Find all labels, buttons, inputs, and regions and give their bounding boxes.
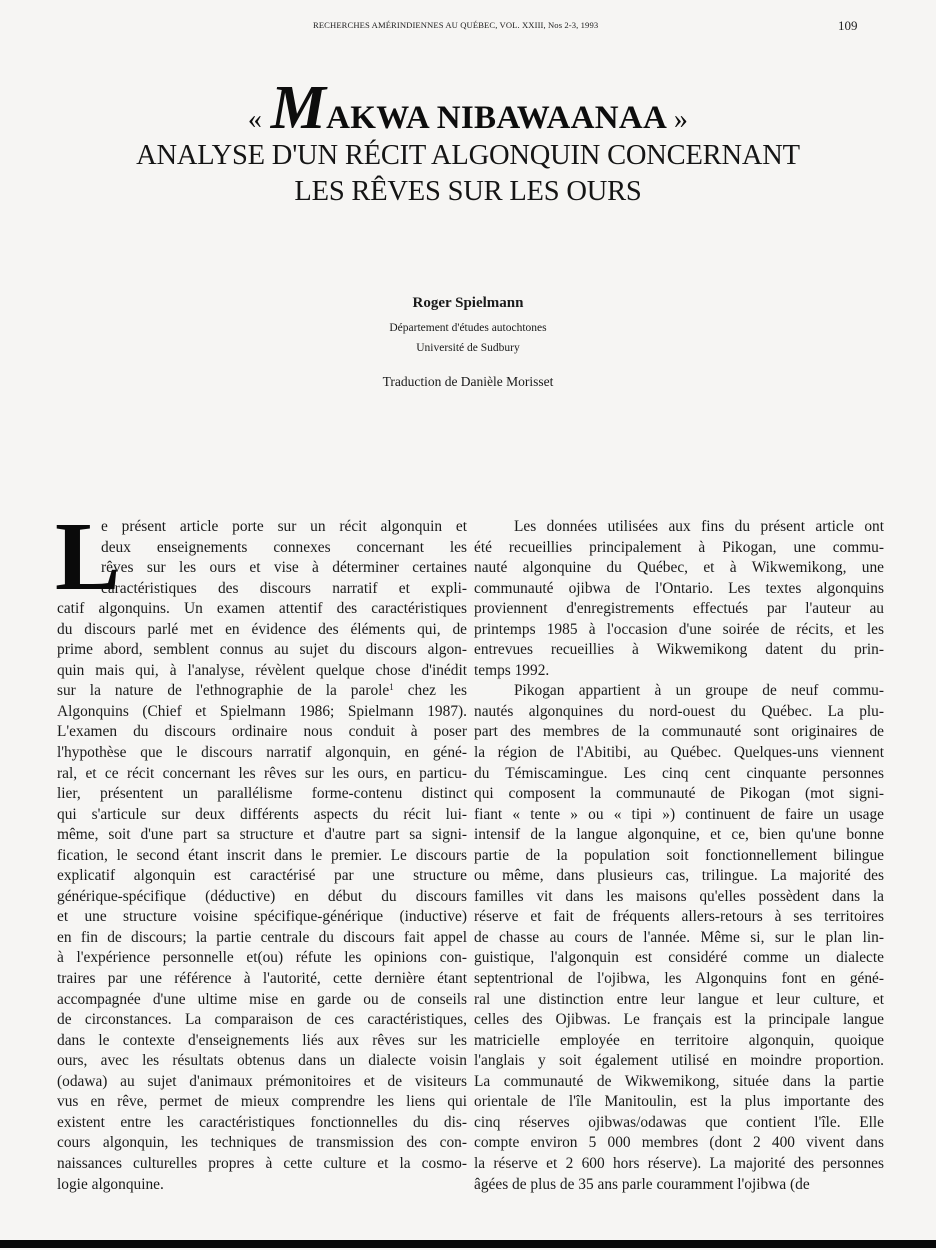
text-line: deux enseignements connexes concernant les <box>101 538 467 556</box>
text-line: celles des Ojibwas. Le français est la principale langue <box>474 1011 884 1029</box>
author-university: Université de Sudbury <box>416 342 520 354</box>
text-line: cours algonquin, les techniques de transmission des con- <box>57 1134 467 1152</box>
text-line: qui s'articule sur deux différents aspects du récit lui- <box>57 805 467 823</box>
translator-credit: Traduction de Danièle Morisset <box>382 374 554 389</box>
text-line: La communauté de Wikwemikong, située dans la partie <box>474 1072 884 1090</box>
text-line: nauté algonquine du Québec, et à Wikwemikong, une <box>474 559 884 577</box>
text-line: catif algonquins. Un examen attentif des caractéristiques <box>57 600 467 618</box>
text-line: vus en rêve, permet de mieux comprendre les liens qui <box>57 1093 467 1111</box>
text-line: la réserve et 2 600 hors réserve). La majorité des personnes <box>474 1154 884 1172</box>
title-open-quote: « <box>247 104 263 135</box>
text-line: de circonstances. La comparaison de ces caractéristiques, <box>57 1011 467 1029</box>
text-line: l'anglais y soit également utilisé en moindre proportion. <box>474 1052 884 1070</box>
author-name: Roger Spielmann <box>412 295 524 311</box>
article-title-block <box>0 74 936 210</box>
left-column <box>55 503 467 1195</box>
page-number: 109 <box>838 18 858 33</box>
text-line: ral, et ce récit concernant les rêves sur les ours, en particu- <box>57 764 467 782</box>
text-line: part des membres de la communauté sont originaires de <box>474 723 884 741</box>
text-line: temps 1992. <box>474 661 550 679</box>
text-line: la région de l'Abitibi, au Québec. Quelques-uns viennent <box>474 744 884 762</box>
running-head <box>0 18 936 34</box>
text-segment: chez les <box>393 682 467 700</box>
text-line: Algonquins (Chief et Spielmann 1986; Spielmann 1987). <box>57 702 467 720</box>
text-line: existent entre les caractéristiques fonctionnelles du dis- <box>57 1113 467 1131</box>
text-line: quin mais qui, à l'analyse, révèlent quelque chose d'inédit <box>57 661 467 679</box>
title-rest: AKWA NIBAWAANAA <box>326 100 666 136</box>
text-line: du discours parlé met en évidence des éléments qui, de <box>57 620 467 638</box>
title-initial: M <box>270 74 327 142</box>
text-line: communauté ojibwa de l'Ontario. Les textes algonquins <box>474 579 884 597</box>
text-line: explicatif algonquin est caractérisé par une structure <box>57 867 467 885</box>
text-line: du Témiscamingue. Les cinq cent cinquante personnes <box>474 764 884 782</box>
text-line: nautés algonquines du nord-ouest du Québec. La plu- <box>474 702 884 720</box>
text-line: naissances culturelles propres à cette culture et la cosmo- <box>57 1154 467 1172</box>
drop-cap: L <box>55 503 121 611</box>
footnote-marker[interactable]: 1 <box>389 682 394 693</box>
text-line: printemps 1985 à l'occasion d'une soirée de récits, et les <box>474 620 884 638</box>
text-line: de chasse au cours de l'année. Même si, sur le plan lin- <box>474 928 884 946</box>
text-line: à l'expérience personnelle et(ou) réfute les opinions con- <box>57 949 467 967</box>
text-line: familles vit dans les maisons qu'elles possèdent dans la <box>474 887 884 905</box>
text-line: qui composent la communauté de Pikogan (mot signi- <box>474 785 884 803</box>
text-line: lier, présentent un parallélisme forme-contenu distinct <box>57 785 467 803</box>
text-line: accompagnée d'une ultime mise en garde ou de conseils <box>57 990 467 1008</box>
text-line: (odawa) au sujet d'animaux prémonitoires et de visiteurs <box>57 1072 467 1090</box>
text-line: Pikogan appartient à un groupe de neuf commu- <box>514 682 884 700</box>
text-line: cinq réserves ojibwas/odawas que contient l'île. Elle <box>474 1113 884 1131</box>
text-line: été recueillies principalement à Pikogan, une commu- <box>474 538 884 556</box>
text-line: orientale de l'île Manitoulin, est la plus importante des <box>474 1093 884 1111</box>
text-line: fication, le second étant inscrit dans le premier. Le discours <box>57 846 467 864</box>
title-close-quote: » <box>673 104 689 135</box>
text-line: ou même, dans plusieurs cas, trilingue. La majorité des <box>474 867 884 885</box>
text-line: fiant « tente » ou « tipi ») continuent de faire un usage <box>474 805 884 823</box>
text-line: matricielle employée en territoire algonquin, quoique <box>474 1031 884 1049</box>
text-line: L'examen du discours ordinaire nous conduit à poser <box>57 723 467 741</box>
text-line: rêves sur les ours et vise à déterminer certaines <box>101 559 467 577</box>
text-line: âgées de plus de 35 ans parle couramment l'ojibwa (de <box>474 1175 810 1193</box>
subtitle-line-1: ANALYSE D'UN RÉCIT ALGONQUIN CONCERNANT <box>136 140 800 171</box>
text-line: prime abord, semblent connus au sujet du discours algon- <box>57 641 467 659</box>
text-line: dans le contexte d'enseignements liés aux rêves sur les <box>57 1031 467 1049</box>
text-line: compte environ 5 000 membres (dont 2 400 vivent dans <box>474 1134 884 1152</box>
text-line: entrevues recueillies à Wikwemikong datent du prin- <box>474 641 884 659</box>
text-line: guistique, l'algonquin est considéré comme un dialecte <box>474 949 884 967</box>
text-line: générique-spécifique (déductive) en début du discours <box>57 887 467 905</box>
text-line: septentrional de l'ojibwa, les Algonquins font en géné- <box>474 970 884 988</box>
text-line: en fin de discours; la partie centrale du discours fait appel <box>57 928 467 946</box>
text-line: ral une distinction entre leur langue et leur culture, et <box>474 990 884 1008</box>
text-line: partie de la population soit fonctionnellement bilingue <box>474 846 884 864</box>
journal-citation: RECHERCHES AMÉRINDIENNES AU QUÉBEC, VOL. XXIII, Nos 2-3, 1993 <box>313 20 599 30</box>
author-department: Département d'études autochtones <box>389 322 547 334</box>
text-line: logie algonquine. <box>57 1175 164 1193</box>
text-line: Les données utilisées aux fins du présent article ont <box>514 518 884 535</box>
right-column <box>474 517 884 1195</box>
text-line: même, soit d'une part sa structure et d'autre part sa signi- <box>57 826 467 844</box>
text-line: l'hypothèse que le discours narratif algonquin, en géné- <box>57 744 467 762</box>
scan-edge-bar <box>0 1240 936 1248</box>
text-line: proviennent d'enregistrements effectués par l'auteur au <box>474 600 884 618</box>
subtitle-line-2: LES RÊVES SUR LES OURS <box>294 176 642 207</box>
text-line: caractéristiques des discours narratif et expli- <box>101 579 467 597</box>
text-line: réserve et fait de fréquents allers-retours à ses territoires <box>474 908 884 926</box>
text-line <box>57 681 467 702</box>
text-segment: sur la nature de l'ethnographie de la parole <box>57 682 390 700</box>
text-line: e présent article porte sur un récit algonquin et <box>101 518 467 535</box>
author-block <box>0 292 936 392</box>
article-title <box>0 74 936 142</box>
text-line: ours, avec les résultats obtenus dans un dialecte voisin <box>57 1052 467 1070</box>
text-line: traires par une référence à l'autorité, cette dernière étant <box>57 970 467 988</box>
text-line: intensif de la langue algonquine, et ce, bien qu'une bonne <box>474 826 884 844</box>
text-line: et une structure voisine spécifique-générique (inductive) <box>57 908 467 926</box>
